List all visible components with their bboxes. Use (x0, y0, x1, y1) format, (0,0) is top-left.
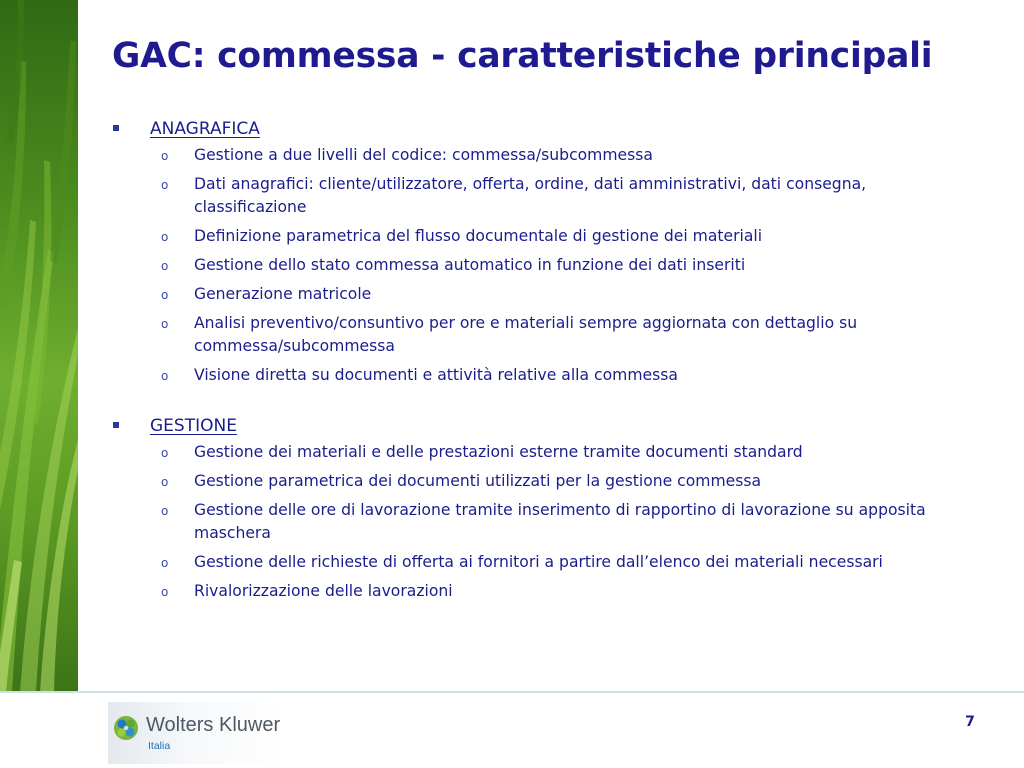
list-item (112, 551, 952, 574)
list-item (112, 364, 952, 387)
page-number: 7 (965, 714, 975, 730)
list-item (112, 173, 952, 219)
list-item (112, 441, 952, 464)
section-item-list (112, 441, 952, 603)
list-item (112, 312, 952, 358)
circle-bullet-icon: o (161, 585, 169, 599)
list-item-text: Visione diretta su documenti e attività relative alla commessa (194, 366, 678, 384)
list-item-text: Analisi preventivo/consuntivo per ore e materiali sempre aggiornata con dettaglio su commessa/subcommessa (194, 314, 858, 355)
circle-bullet-icon: o (161, 149, 169, 163)
circle-bullet-icon: o (161, 446, 169, 460)
grass-decoration (0, 0, 78, 692)
circle-bullet-icon: o (161, 475, 169, 489)
list-item-text: Gestione delle richieste di offerta ai fornitori a partire dall’elenco dei materiali necessari (194, 553, 883, 571)
section-heading (112, 116, 952, 142)
list-item (112, 470, 952, 493)
square-bullet-icon (113, 422, 119, 428)
list-item (112, 283, 952, 306)
section-gestione (112, 413, 952, 603)
list-item (112, 225, 952, 248)
list-item (112, 254, 952, 277)
logo-subtitle: Italia (148, 740, 171, 752)
section-label-anagrafica: ANAGRAFICA (150, 119, 260, 139)
section-item-list (112, 144, 952, 387)
grass-image (0, 0, 78, 692)
list-item-text: Gestione dei materiali e delle prestazioni esterne tramite documenti standard (194, 443, 803, 461)
list-item-text: Gestione dello stato commessa automatico in funzione dei dati inseriti (194, 256, 746, 274)
footer-divider (0, 691, 1024, 693)
slide-title: GAC: commessa - caratteristiche principali (112, 36, 933, 76)
list-item-text: Gestione delle ore di lavorazione tramite inserimento di rapportino di lavorazione su apposita maschera (194, 501, 926, 542)
circle-bullet-icon: o (161, 259, 169, 273)
logo-name: Wolters Kluwer (146, 714, 281, 736)
list-item (112, 580, 952, 603)
section-heading (112, 413, 952, 439)
list-item-text: Gestione parametrica dei documenti utilizzati per la gestione commessa (194, 472, 762, 490)
section-label-gestione: GESTIONE (150, 416, 237, 436)
circle-bullet-icon: o (161, 288, 169, 302)
circle-bullet-icon: o (161, 504, 169, 518)
wolters-kluwer-globe-icon (112, 714, 140, 746)
circle-bullet-icon: o (161, 178, 169, 192)
list-item-text: Definizione parametrica del flusso documentale di gestione dei materiali (194, 227, 763, 245)
list-item-text: Generazione matricole (194, 285, 372, 303)
list-item (112, 144, 952, 167)
list-item (112, 499, 952, 545)
square-bullet-icon (113, 125, 119, 131)
circle-bullet-icon: o (161, 369, 169, 383)
circle-bullet-icon: o (161, 556, 169, 570)
wolters-kluwer-logo (108, 702, 284, 764)
list-item-text: Gestione a due livelli del codice: commessa/subcommessa (194, 146, 653, 164)
slide-content (112, 116, 952, 629)
circle-bullet-icon: o (161, 317, 169, 331)
list-item-text: Dati anagrafici: cliente/utilizzatore, offerta, ordine, dati amministrativi, dati consegna, classificazione (194, 175, 867, 216)
section-anagrafica (112, 116, 952, 387)
circle-bullet-icon: o (161, 230, 169, 244)
list-item-text: Rivalorizzazione delle lavorazioni (194, 582, 453, 600)
